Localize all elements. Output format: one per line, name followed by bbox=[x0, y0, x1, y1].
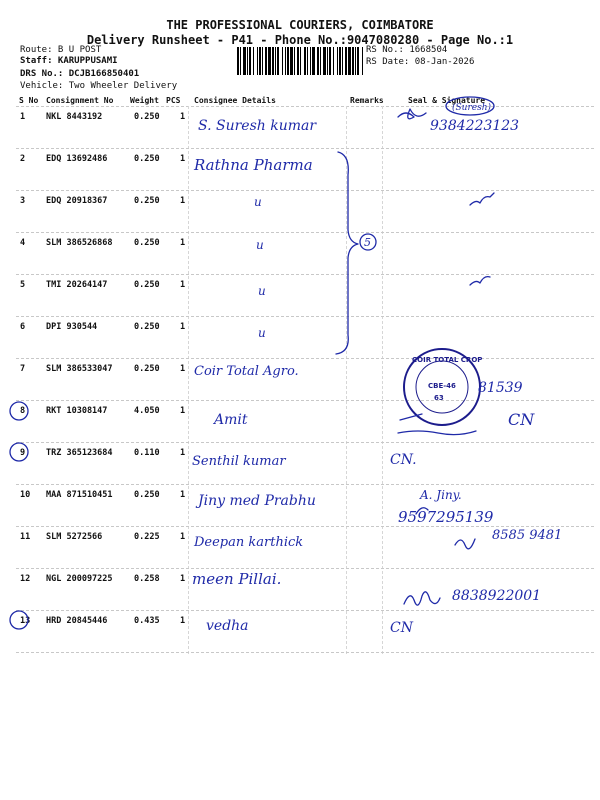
row-serial: 8 bbox=[20, 406, 26, 416]
row-weight: 0.435 bbox=[134, 616, 160, 626]
row-weight: 0.250 bbox=[134, 280, 160, 290]
row-serial: 4 bbox=[20, 238, 26, 248]
signature-row-10: 9597295139 bbox=[398, 508, 494, 526]
row-consignment-no: HRD 20845446 bbox=[46, 616, 108, 626]
signature-1-scribble bbox=[398, 109, 426, 119]
row-serial: 10 bbox=[20, 490, 31, 500]
route-info: Route: B U POST bbox=[20, 45, 102, 55]
consignee-row-10: Jiny med Prabhu bbox=[198, 493, 316, 509]
signature-row-10-name: A. Jiny. bbox=[420, 488, 462, 502]
row-consignment-no: EDQ 13692486 bbox=[46, 154, 108, 164]
row-consignment-no: SLM 5272566 bbox=[46, 532, 103, 542]
row-pcs: 1 bbox=[180, 616, 186, 626]
consignee-row-8: Amit bbox=[214, 412, 248, 428]
row-pcs: 1 bbox=[180, 280, 186, 290]
staff-info: Staff: KARUPPUSAMI bbox=[20, 56, 118, 66]
consignee-row-9: Senthil kumar bbox=[192, 454, 286, 469]
rs-number: RS No.: 1668504 bbox=[366, 45, 448, 55]
row-pcs: 1 bbox=[180, 574, 186, 584]
vehicle-info: Vehicle: Two Wheeler Delivery bbox=[20, 81, 178, 91]
row-pcs: 1 bbox=[180, 448, 186, 458]
row-serial: 12 bbox=[20, 574, 31, 584]
row-pcs: 1 bbox=[180, 406, 186, 416]
row-weight: 0.258 bbox=[134, 574, 160, 584]
row-consignment-no: EDQ 20918367 bbox=[46, 196, 108, 206]
row-pcs: 1 bbox=[180, 490, 186, 500]
consignee-row-5: u bbox=[258, 284, 266, 298]
col-weight: Weight bbox=[130, 96, 159, 105]
col-seal: Seal & Signature bbox=[408, 96, 486, 105]
col-consignment: Consignment No bbox=[46, 96, 114, 105]
signature-row-13: CN bbox=[390, 620, 413, 636]
row-consignment-no: TRZ 365123684 bbox=[46, 448, 113, 458]
row-consignment-no: MAA 871510451 bbox=[46, 490, 113, 500]
seal-text-top: COIR TOTAL CROP bbox=[412, 356, 483, 364]
row-serial: 3 bbox=[20, 196, 26, 206]
row-pcs: 1 bbox=[180, 532, 186, 542]
grouping-bracket bbox=[336, 152, 358, 354]
consignee-row-12: meen Pillai. bbox=[192, 570, 282, 588]
row-consignment-no: SLM 386533047 bbox=[46, 364, 113, 374]
col-remarks: Remarks bbox=[350, 96, 384, 105]
consignee-row-7: Coir Total Agro. bbox=[194, 364, 299, 379]
signature-row-11: 8585 9481 bbox=[492, 528, 563, 543]
seal-text-mid2: 63 bbox=[434, 394, 444, 402]
row-weight: 0.250 bbox=[134, 364, 160, 374]
row-pcs: 1 bbox=[180, 238, 186, 248]
consignee-row-4: u bbox=[256, 238, 264, 252]
row-pcs: 1 bbox=[180, 112, 186, 122]
row-weight: 4.050 bbox=[134, 406, 160, 416]
drs-info: DRS No.: DCJB166850401 bbox=[20, 69, 140, 79]
row-pcs: 1 bbox=[180, 364, 186, 374]
signature-row-8: CN bbox=[508, 410, 535, 429]
row-serial: 13 bbox=[20, 616, 31, 626]
bracket-count: 5 bbox=[364, 236, 371, 249]
company-seal bbox=[404, 349, 482, 425]
report-subtitle: Delivery Runsheet - P41 - Phone No.:9047080280 - Page No.:1 bbox=[86, 33, 514, 47]
consignee-row-6: u bbox=[258, 326, 266, 340]
row-serial: 6 bbox=[20, 322, 26, 332]
row-pcs: 1 bbox=[180, 196, 186, 206]
row-pcs: 1 bbox=[180, 154, 186, 164]
circle-row-8 bbox=[10, 402, 28, 420]
col-sno: S No bbox=[19, 96, 39, 105]
consignee-row-13: vedha bbox=[206, 618, 249, 634]
signature-12-scribble bbox=[404, 592, 440, 605]
row-consignment-no: TMI 20264147 bbox=[46, 280, 108, 290]
row-weight: 0.250 bbox=[134, 196, 160, 206]
row-weight: 0.110 bbox=[134, 448, 160, 458]
signature-1-name: (Suresh) bbox=[452, 103, 492, 113]
consignee-row-3: u bbox=[254, 195, 262, 209]
rs-date: RS Date: 08-Jan-2026 bbox=[366, 57, 475, 67]
signature-row-9: CN. bbox=[390, 452, 417, 468]
row-serial: 1 bbox=[20, 112, 26, 122]
signature-3-ditto bbox=[470, 193, 494, 205]
row-consignment-no: NGL 200097225 bbox=[46, 574, 113, 584]
report-title: THE PROFESSIONAL COURIERS, COIMBATORE bbox=[166, 18, 434, 32]
consignee-row-1: S. Suresh kumar bbox=[198, 118, 317, 134]
row-weight: 0.225 bbox=[134, 532, 160, 542]
row-serial: 2 bbox=[20, 154, 26, 164]
row-weight: 0.250 bbox=[134, 238, 160, 248]
signature-row-12: 8838922001 bbox=[452, 588, 542, 604]
row-weight: 0.250 bbox=[134, 490, 160, 500]
circle-row-9 bbox=[10, 443, 28, 461]
row-weight: 0.250 bbox=[134, 154, 160, 164]
row-pcs: 1 bbox=[180, 322, 186, 332]
col-pcs: PCS bbox=[166, 96, 181, 105]
consignee-row-11: Deepan karthick bbox=[194, 535, 304, 550]
row-serial: 7 bbox=[20, 364, 26, 374]
signature-row-7: 81539 bbox=[478, 380, 523, 396]
circle-row-13 bbox=[10, 611, 31, 629]
row-weight: 0.250 bbox=[134, 322, 160, 332]
seal-text-mid: CBE-46 bbox=[428, 382, 456, 390]
row-consignment-no: SLM 386526868 bbox=[46, 238, 113, 248]
row-serial: 9 bbox=[20, 448, 26, 458]
row-weight: 0.250 bbox=[134, 112, 160, 122]
signature-5-ditto bbox=[470, 277, 490, 285]
row-consignment-no: NKL 8443192 bbox=[46, 112, 103, 122]
row-serial: 11 bbox=[20, 532, 31, 542]
row-consignment-no: DPI 930544 bbox=[46, 322, 98, 332]
col-consignee: Consignee Details bbox=[194, 96, 276, 105]
signature-row-1: 9384223123 bbox=[430, 118, 520, 134]
consignee-row-2: Rathna Pharma bbox=[194, 156, 313, 174]
row-serial: 5 bbox=[20, 280, 26, 290]
row-consignment-no: RKT 10308147 bbox=[46, 406, 108, 416]
